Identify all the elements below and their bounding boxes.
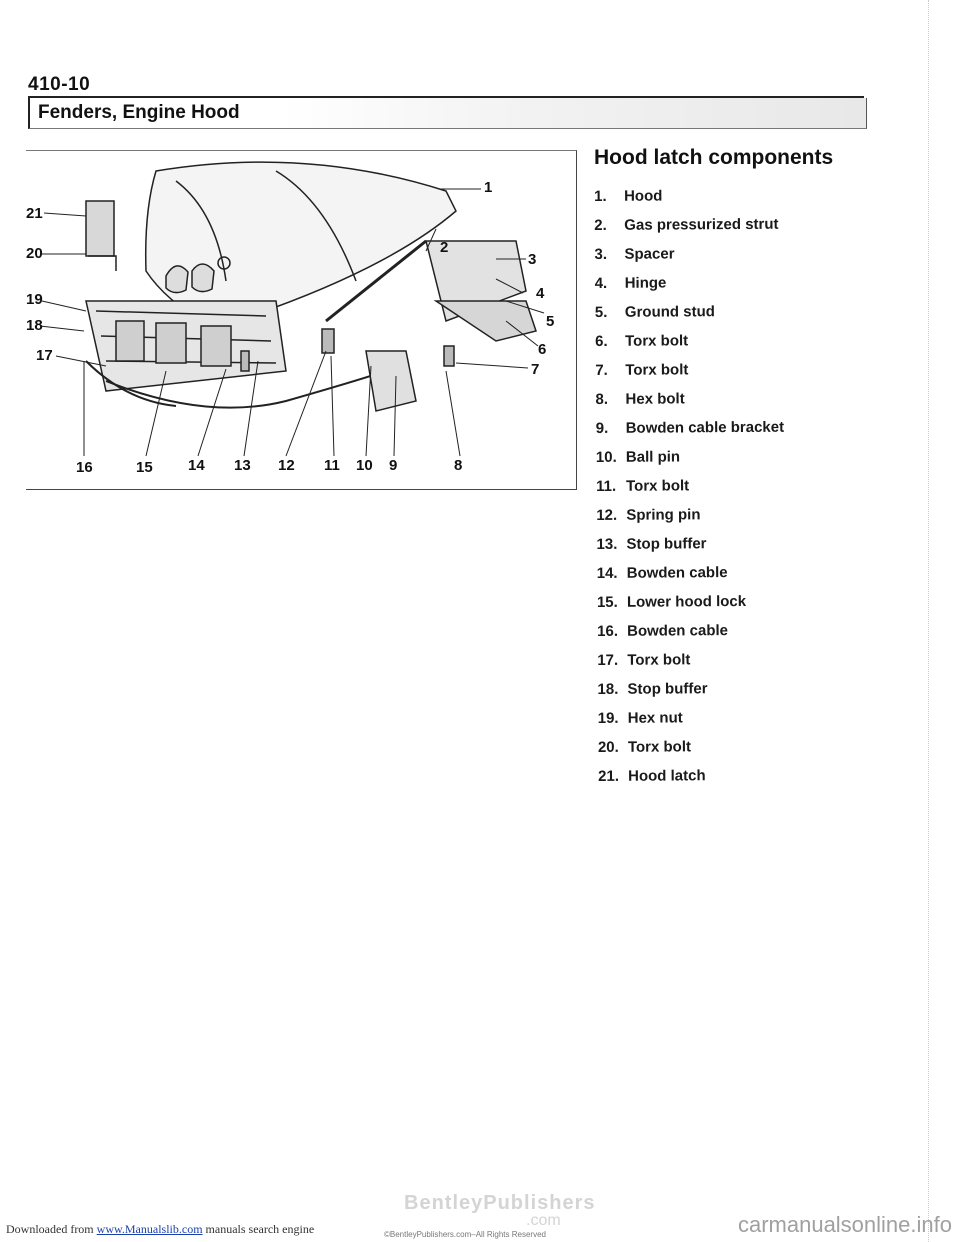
callout-20: 20	[26, 245, 43, 262]
item-label: Hood	[624, 187, 663, 205]
item-label: Hex bolt	[625, 390, 685, 408]
item-label: Stop buffer	[626, 535, 707, 553]
item-label: Bowden cable bracket	[625, 418, 785, 437]
item-number: 14.	[596, 564, 618, 582]
item-number: 1.	[594, 187, 607, 205]
item-label: Ball pin	[625, 448, 681, 466]
item-label: Torx bolt	[627, 738, 692, 756]
list-item	[597, 591, 786, 621]
item-label: Hex nut	[627, 709, 683, 727]
item-label: Bowden cable	[627, 622, 729, 640]
item-label: Hinge	[624, 274, 667, 292]
list-item	[594, 243, 783, 273]
item-number: 19.	[597, 709, 619, 727]
list-item	[596, 504, 785, 534]
list-item	[595, 388, 784, 418]
callout-15: 15	[136, 459, 153, 476]
footer-suffix: manuals search engine	[202, 1222, 315, 1236]
item-number: 5.	[594, 303, 608, 321]
list-item	[597, 678, 786, 708]
item-label: Gas pressurized strut	[624, 215, 779, 234]
callout-13: 13	[234, 457, 251, 474]
item-number: 8.	[595, 390, 609, 408]
diagram-drawing	[26, 151, 576, 489]
list-item	[597, 620, 786, 650]
callout-9: 9	[389, 457, 398, 474]
item-number: 3.	[594, 245, 608, 263]
callout-5: 5	[546, 313, 555, 330]
list-item	[595, 359, 784, 389]
list-item	[596, 446, 785, 476]
item-label: Hood latch	[628, 767, 706, 785]
list-item	[595, 330, 784, 360]
manualslib-link[interactable]: www.Manualslib.com	[96, 1222, 203, 1236]
parts-legend	[594, 185, 787, 795]
list-item	[595, 272, 784, 302]
list-item	[598, 765, 787, 795]
item-number: 15.	[596, 593, 618, 611]
callout-1: 1	[484, 179, 493, 196]
list-item	[594, 214, 783, 244]
item-number: 17.	[597, 651, 619, 669]
list-item	[598, 707, 787, 737]
legend-title: Hood latch components	[594, 146, 834, 169]
item-label: Bowden cable	[626, 564, 728, 582]
callout-17: 17	[36, 347, 53, 364]
item-number: 21.	[598, 767, 620, 785]
callout-21: 21	[26, 205, 43, 222]
item-number: 20.	[597, 738, 619, 756]
item-label: Torx bolt	[625, 361, 689, 379]
item-number: 13.	[596, 535, 618, 553]
callout-3: 3	[528, 251, 537, 268]
callout-11: 11	[324, 457, 340, 474]
callout-7: 7	[531, 361, 540, 378]
page-number: 410-10	[28, 74, 91, 95]
item-label: Spring pin	[626, 506, 701, 524]
list-item	[596, 417, 785, 447]
list-item	[597, 649, 786, 679]
callout-19: 19	[26, 291, 43, 308]
publisher-watermark-suffix: .com	[526, 1212, 561, 1229]
hood-latch-diagram	[26, 150, 577, 490]
list-item	[597, 562, 786, 592]
item-label: Spacer	[624, 245, 675, 263]
site-watermark: carmanualsonline.info	[737, 1212, 952, 1237]
callout-6: 6	[538, 341, 547, 358]
item-number: 4.	[594, 274, 608, 292]
footer-prefix: Downloaded from	[6, 1222, 97, 1236]
item-label: Torx bolt	[626, 477, 690, 495]
item-label: Stop buffer	[627, 680, 708, 698]
item-number: 12.	[596, 506, 618, 524]
section-title: Fenders, Engine Hood	[38, 102, 240, 123]
callout-16: 16	[76, 459, 93, 476]
item-label: Torx bolt	[625, 332, 689, 350]
item-label: Torx bolt	[627, 651, 691, 669]
callout-4: 4	[536, 285, 545, 302]
list-item	[594, 185, 783, 215]
callout-12: 12	[278, 457, 295, 474]
publisher-watermark: BentleyPublishers	[404, 1192, 596, 1214]
download-footer	[6, 1222, 314, 1237]
item-number: 6.	[595, 332, 608, 350]
margin-rule	[928, 0, 929, 1242]
item-number: 16.	[597, 622, 619, 640]
callout-8: 8	[454, 457, 463, 474]
callout-14: 14	[188, 457, 205, 474]
item-number: 11.	[596, 477, 617, 495]
list-item	[595, 301, 784, 331]
section-header	[28, 98, 867, 129]
list-item	[596, 475, 785, 505]
item-number: 7.	[595, 361, 608, 379]
item-label: Lower hood lock	[626, 592, 747, 611]
list-item	[598, 736, 787, 766]
callout-2: 2	[440, 239, 449, 256]
item-number: 2.	[594, 216, 607, 234]
copyright-notice: ©BentleyPublishers.com–All Rights Reserved	[384, 1230, 546, 1239]
callout-10: 10	[356, 457, 373, 474]
callout-18: 18	[26, 317, 43, 334]
item-label: Ground stud	[624, 303, 715, 321]
item-number: 9.	[595, 419, 609, 437]
item-number: 18.	[597, 680, 619, 698]
item-number: 10.	[595, 448, 617, 466]
list-item	[596, 533, 785, 563]
